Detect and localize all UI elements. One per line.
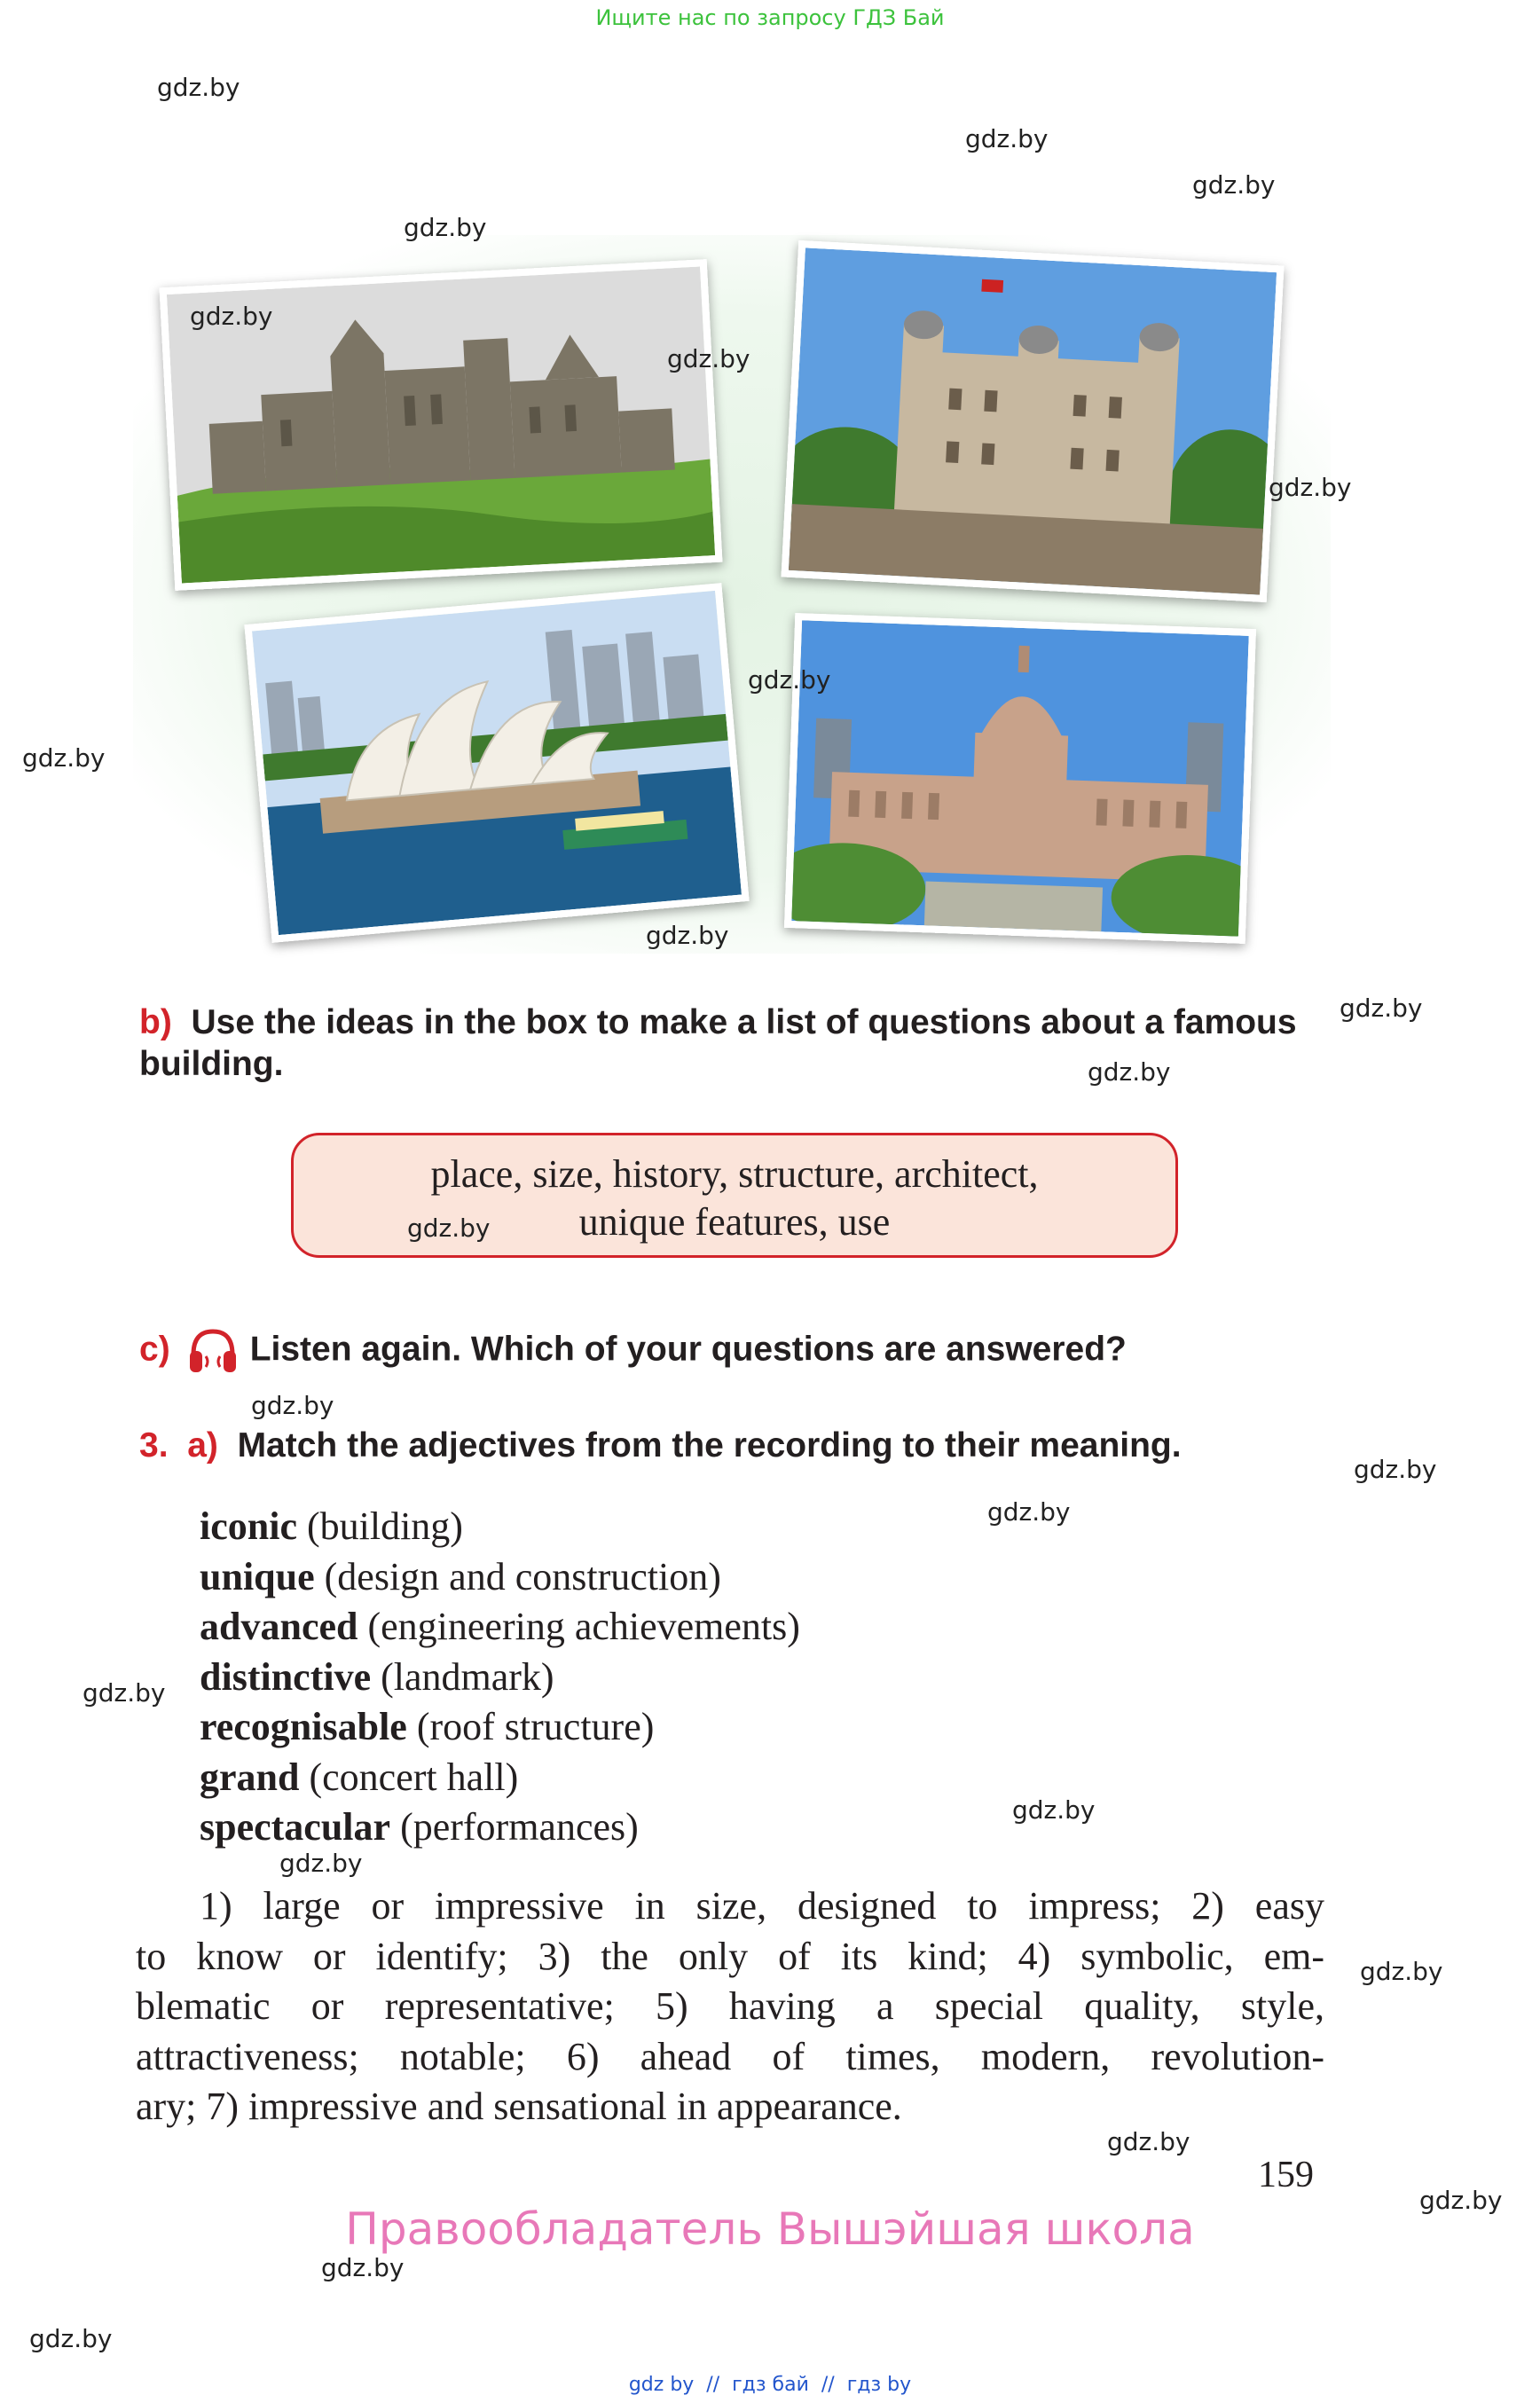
watermark: gdz.by (646, 921, 729, 950)
site-banner: Ищите нас по запросу ГДЗ Бай (595, 5, 945, 30)
sydney-opera-house-photo (244, 583, 749, 943)
watermark: gdz.by (667, 344, 750, 373)
watermark: gdz.by (29, 2324, 113, 2353)
tower-of-london-photo (781, 240, 1284, 602)
watermark: gdz.by (404, 213, 487, 242)
texas-capitol-photo (784, 613, 1256, 944)
task-3-number: 3. (139, 1426, 169, 1465)
list-item (200, 1702, 998, 1753)
adjective-context: (concert hall) (309, 1755, 519, 1799)
watermark: gdz.by (251, 1391, 334, 1420)
adjective-context: (landmark) (381, 1654, 554, 1699)
watermark: gdz.by (279, 1849, 363, 1878)
task-3a (139, 1425, 1182, 1466)
watermark: gdz.by (965, 124, 1049, 153)
task-b-line2: building. (139, 1045, 284, 1083)
watermark: gdz.by (82, 1678, 166, 1708)
adjective-word: advanced (200, 1605, 358, 1648)
watermark: gdz.by (157, 73, 240, 102)
watermark: gdz.by (1192, 170, 1276, 200)
watermark: gdz.by (1419, 2186, 1503, 2215)
list-item (200, 1552, 998, 1603)
task-c-label: c) (139, 1330, 170, 1369)
task-3a-text: Match the adjectives from the recording to their meaning. (237, 1426, 1182, 1465)
adjective-list (200, 1502, 998, 1853)
watermark: gdz.by (1012, 1795, 1096, 1825)
meanings-line2: to know or identify; 3) the only of its kind; 4) symbolic, em- (136, 1934, 1324, 1978)
adjective-word: iconic (200, 1504, 297, 1548)
watermark: gdz.by (190, 302, 273, 331)
meanings-paragraph (136, 1881, 1324, 2132)
watermark: gdz.by (1354, 1455, 1437, 1484)
meanings-line1: 1) large or impressive in size, designed to impress; 2) easy (200, 1884, 1324, 1928)
watermark: gdz.by (1088, 1057, 1171, 1087)
task-c (139, 1324, 1127, 1378)
watermark: gdz.by (407, 1213, 491, 1243)
bottom-banner: gdz by // гдз бай // гдз by (628, 2374, 912, 2396)
task-b-label: b) (139, 1003, 172, 1041)
watermark: gdz.by (1107, 2127, 1190, 2156)
adjective-context: (performances) (400, 1805, 639, 1849)
adjective-context: (design and construction) (324, 1554, 721, 1598)
adjective-word: grand (200, 1755, 300, 1799)
page-number: 159 (1258, 2155, 1314, 2195)
list-item (200, 1502, 998, 1552)
watermark: gdz.by (987, 1497, 1071, 1527)
adjective-context: (building) (306, 1504, 463, 1548)
adjective-word: spectacular (200, 1805, 391, 1849)
idea-box-line2: unique features, use (578, 1200, 891, 1244)
task-b-line1: Use the ideas in the box to make a list of questions about a famous (191, 1003, 1297, 1041)
headphones-icon (186, 1324, 240, 1378)
meanings-line3: blematic or representative; 5) having a special quality, style, (136, 1984, 1324, 2028)
watermark: gdz.by (1269, 473, 1352, 502)
watermark: gdz.by (321, 2253, 405, 2282)
task-c-text: Listen again. Which of your questions are answered? (249, 1330, 1127, 1369)
watermark: gdz.by (1360, 1957, 1443, 1986)
adjective-word: recognisable (200, 1705, 407, 1748)
watermark: gdz.by (1340, 993, 1423, 1023)
watermark: gdz.by (748, 665, 831, 695)
meanings-line5: ary; 7) impressive and sensational in appearance. (136, 2085, 902, 2128)
list-item (200, 1753, 998, 1803)
task-3a-label: a) (187, 1426, 218, 1465)
list-item (200, 1653, 998, 1703)
adjective-context: (roof structure) (416, 1705, 655, 1748)
meanings-line4: attractiveness; notable; 6) ahead of times, modern, revolution- (136, 2034, 1324, 2078)
adjective-context: (engineering achievements) (367, 1605, 800, 1648)
adjective-word: unique (200, 1554, 315, 1598)
list-item (200, 1802, 998, 1853)
adjective-word: distinctive (200, 1654, 372, 1699)
rights-holder: Правообладатель Вышэйшая школа (345, 2203, 1195, 2255)
list-item (200, 1602, 998, 1653)
idea-box-line1: place, size, history, structure, architect, (430, 1152, 1039, 1196)
watermark: gdz.by (22, 743, 106, 773)
